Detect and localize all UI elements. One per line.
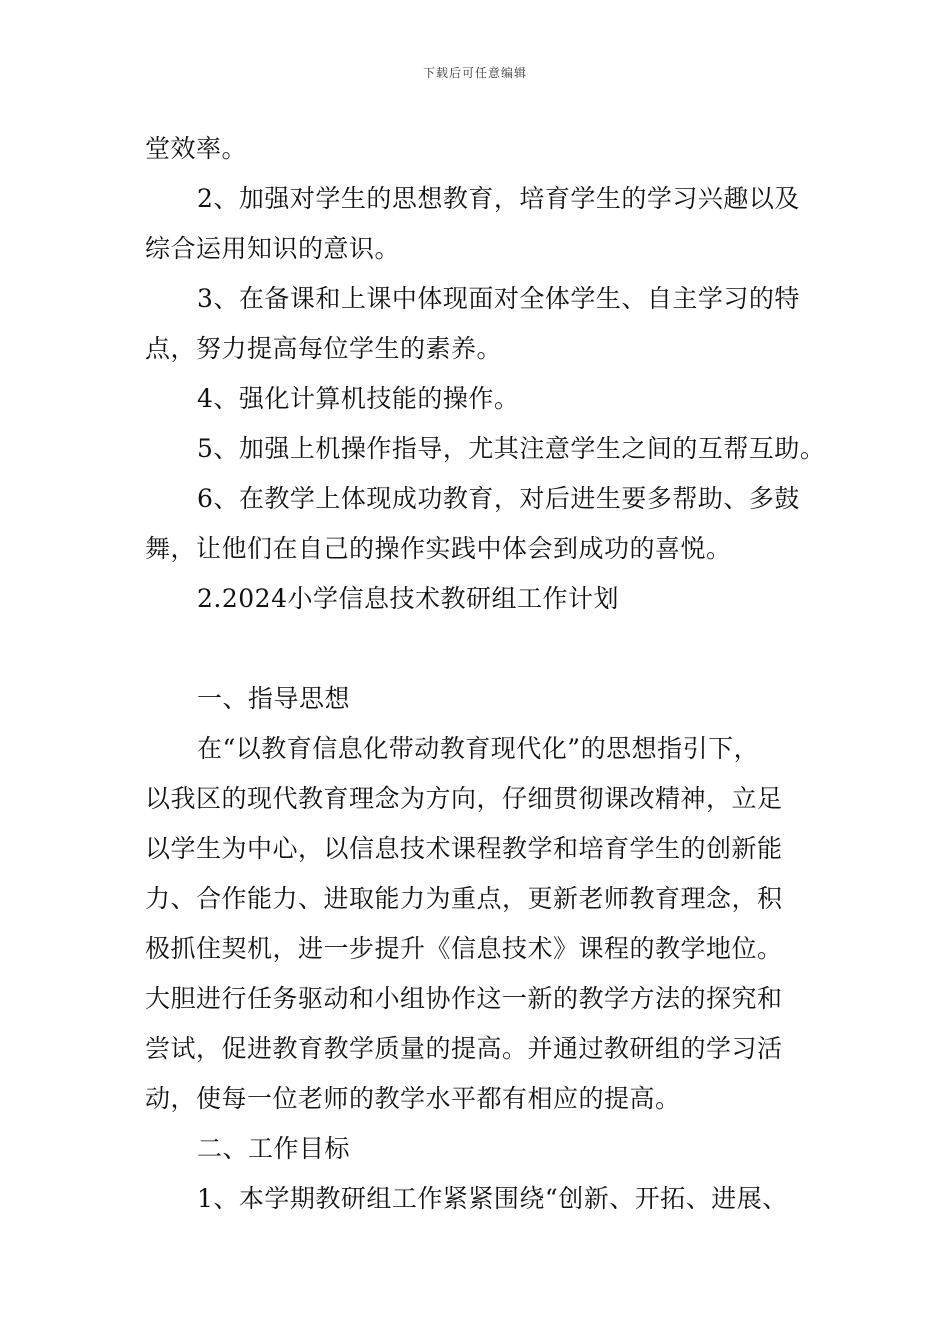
text-line: 堂效率。 bbox=[145, 134, 248, 163]
text-line: 1、本学期教研组工作紧紧围绕“创新、开拓、进展、 bbox=[197, 1184, 788, 1213]
text-line: 6、在教学上体现成功教育，对后进生要多帮助、多鼓 bbox=[197, 484, 800, 513]
blank-line bbox=[145, 624, 809, 674]
text-line: 综合运用知识的意识。 bbox=[145, 234, 401, 263]
text-line: 极抓住契机，进一步提升《信息技术》课程的教学地位。 bbox=[145, 934, 783, 963]
text-line: 大胆进行任务驱动和小组协作这一新的教学方法的探究和 bbox=[145, 984, 783, 1013]
text-line: 3、在备课和上课中体现面对全体学生、自主学习的特 bbox=[197, 284, 800, 313]
text-line: 动，使每一位老师的教学水平都有相应的提高。 bbox=[145, 1084, 681, 1113]
text-line: 4、强化计算机技能的操作。 bbox=[197, 384, 520, 413]
section-heading: 二、工作目标 bbox=[197, 1134, 351, 1163]
text-line: 舞，让他们在自己的操作实践中体会到成功的喜悦。 bbox=[145, 534, 732, 563]
text-line: 2、加强对学生的思想教育，培育学生的学习兴趣以及 bbox=[197, 184, 800, 213]
section-heading: 一、指导思想 bbox=[197, 684, 351, 713]
text-line: 点，努力提高每位学生的素养。 bbox=[145, 334, 503, 363]
text-line: 以我区的现代教育理念为方向，仔细贯彻课改精神，立足 bbox=[145, 784, 783, 813]
page-header: 下载后可任意编辑 bbox=[422, 66, 527, 80]
text-line: 尝试，促进教育教学质量的提高。并通过教研组的学习活 bbox=[145, 1034, 783, 1063]
section-heading: 2.2024小学信息技术教研组工作计划 bbox=[197, 584, 619, 613]
text-line: 力、合作能力、进取能力为重点，更新老师教育理念，积 bbox=[145, 884, 783, 913]
text-line: 5、加强上机操作指导，尤其注意学生之间的互帮互助。 bbox=[197, 434, 826, 463]
text-line: 在“以教育信息化带动教育现代化”的思想指引下， bbox=[197, 734, 760, 763]
text-line: 以学生为中心，以信息技术课程教学和培育学生的创新能 bbox=[145, 834, 783, 863]
document-body bbox=[145, 124, 826, 1224]
